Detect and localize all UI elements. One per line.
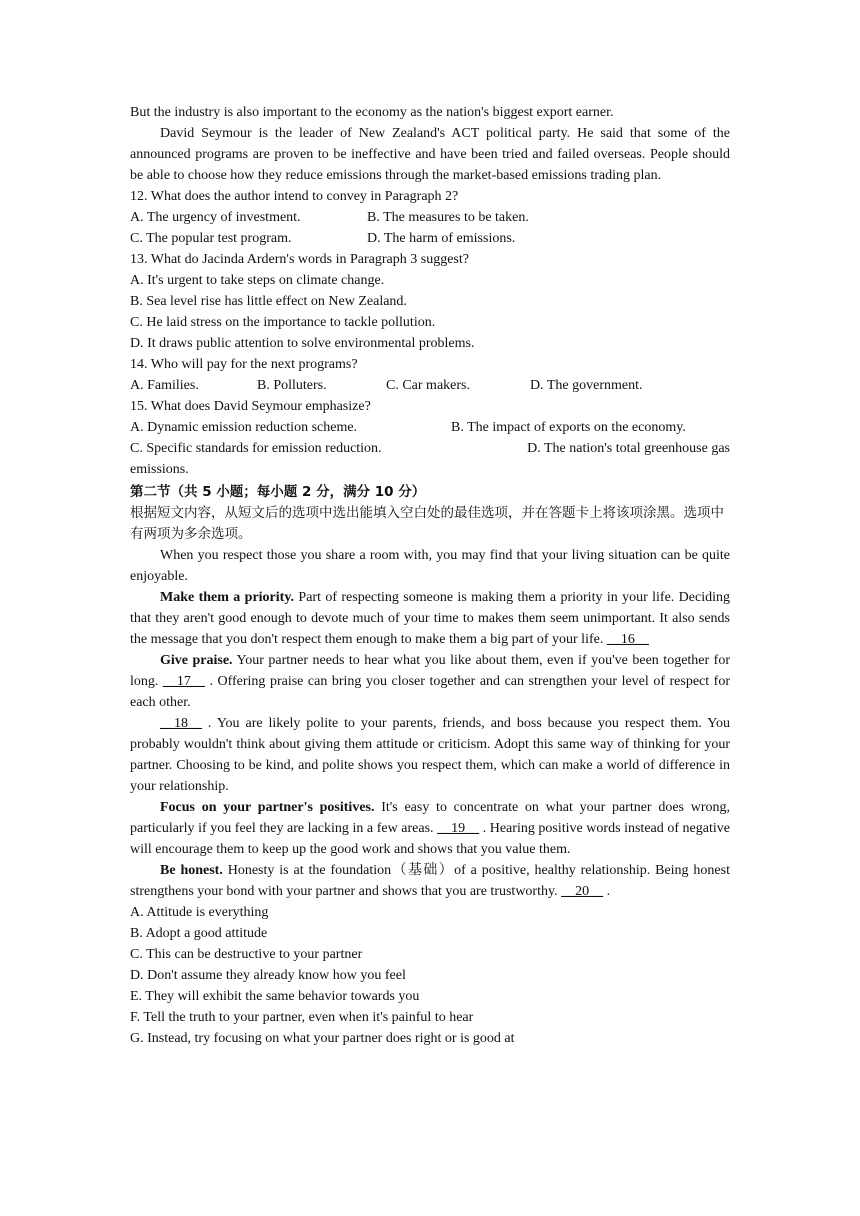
- option-14d: D. The government.: [530, 378, 643, 393]
- article-paragraph-2: [130, 587, 730, 650]
- section-instruction: 根据短文内容，从短文后的选项中选出能填入空白处的最佳选项，并在答题卡上将该项涂黑。选项中有两项为多余选项。: [130, 505, 724, 542]
- blank-20: __20__: [561, 884, 604, 899]
- passage-line: But the industry is also important to the economy as the nation's biggest export earner.: [130, 105, 614, 120]
- choice-d: D. Don't assume they already know how you feel: [130, 968, 406, 983]
- option-15b: B. The impact of exports on the economy.: [451, 420, 686, 435]
- option-12a: A. The urgency of investment.: [130, 210, 301, 225]
- question-15-options-row1: [130, 417, 730, 438]
- option-15d: D. The nation's total greenhouse gas: [527, 441, 730, 456]
- option-13a: A. It's urgent to take steps on climate change.: [130, 273, 385, 288]
- blank-16: __16__: [606, 632, 649, 647]
- paragraph-4-text: . You are likely polite to your parents, friends, and boss because you respect them. You probably wouldn't think about giving them attitude or criticism. Adopt this same way of thinking for your partner. Choosing to be kind, and polite shows you respect them, which can make a world of difference in your relationship.: [130, 716, 730, 794]
- question-14-options: [130, 375, 730, 396]
- question-15-options-row2: [130, 438, 730, 459]
- option-13b: B. Sea level rise has little effect on New Zealand.: [130, 294, 407, 309]
- choice-g: G. Instead, try focusing on what your partner does right or is good at: [130, 1031, 515, 1046]
- choice-b: B. Adopt a good attitude: [130, 926, 268, 941]
- article-paragraph-1: When you respect those you share a room with, you may find that your living situation can be quite enjoyable.: [130, 548, 730, 584]
- option-12b: B. The measures to be taken.: [367, 210, 529, 225]
- heading-focus-positives: Focus on your partner's positives.: [160, 800, 375, 815]
- heading-give-praise: Give praise.: [160, 653, 233, 668]
- blank-18: __18__: [160, 716, 202, 731]
- exam-page: [130, 102, 730, 1049]
- option-13d: D. It draws public attention to solve environmental problems.: [130, 336, 475, 351]
- option-15a: A. Dynamic emission reduction scheme.: [130, 420, 358, 435]
- option-14b: B. Polluters.: [257, 378, 327, 393]
- option-14a: A. Families.: [130, 378, 199, 393]
- question-15-stem: 15. What does David Seymour emphasize?: [130, 399, 371, 414]
- choice-e: E. They will exhibit the same behavior towards you: [130, 989, 420, 1004]
- question-13-stem: 13. What do Jacinda Ardern's words in Paragraph 3 suggest?: [130, 252, 469, 267]
- article-paragraph-4: [130, 713, 730, 797]
- article-paragraph-3: [130, 650, 730, 713]
- paragraph-6-end: .: [603, 884, 611, 899]
- option-15d-continued: emissions.: [130, 462, 189, 477]
- paragraph-5-text-b: . Hearing positive words instead of negative will encourage them to keep up the good work and shows that you value them.: [130, 821, 730, 857]
- passage-paragraph: David Seymour is the leader of New Zealand's ACT political party. He said that some of the announced programs are proven to be ineffective and have been tried and failed overseas. People should be able to choose how they reduce emissions through the market-based emissions trading plan.: [130, 126, 730, 183]
- section-title: 第二节（共 5 小题；每小题 2 分，满分 10 分）: [130, 484, 426, 500]
- question-12-stem: 12. What does the author intend to convey in Paragraph 2?: [130, 189, 459, 204]
- paragraph-5-text-a: It's easy to concentrate on what your partner does wrong, particularly if you feel they are lacking in a few areas.: [130, 800, 730, 836]
- question-14-stem: 14. Who will pay for the next programs?: [130, 357, 358, 372]
- choice-f: F. Tell the truth to your partner, even when it's painful to hear: [130, 1010, 474, 1025]
- blank-19: __19__: [437, 821, 480, 836]
- heading-be-honest: Be honest.: [160, 863, 223, 878]
- heading-make-priority: Make them a priority.: [160, 590, 295, 605]
- option-12c: C. The popular test program.: [130, 231, 292, 246]
- question-12-options-row1: [130, 207, 730, 228]
- choice-a: A. Attitude is everything: [130, 905, 269, 920]
- blank-17: __17__: [162, 674, 205, 689]
- paragraph-6-text: Honesty is at the foundation（基础）of a positive, healthy relationship. Being honest strengthens your bond with your partner and shows that you are trustworthy.: [130, 863, 730, 899]
- paragraph-3-text-b: . Offering praise can bring you closer together and can strengthen your level of respect for each other.: [130, 674, 730, 710]
- paragraph-3-text-a: Your partner needs to hear what you like about them, even if you've been together for long.: [130, 653, 730, 689]
- article-paragraph-5: [130, 797, 730, 860]
- paragraph-2-text: Part of respecting someone is making them a priority in your life. Deciding that they aren't good enough to devote much of your time to makes them seem unimportant. It also sends the message that you don't respect them enough to make them a big part of your life.: [130, 590, 730, 647]
- option-14c: C. Car makers.: [386, 378, 470, 393]
- option-12d: D. The harm of emissions.: [367, 231, 516, 246]
- article-paragraph-6: [130, 860, 730, 902]
- option-15c: C. Specific standards for emission reduction.: [130, 441, 382, 456]
- question-12-options-row2: [130, 228, 730, 249]
- option-13c: C. He laid stress on the importance to tackle pollution.: [130, 315, 436, 330]
- choice-c: C. This can be destructive to your partner: [130, 947, 363, 962]
